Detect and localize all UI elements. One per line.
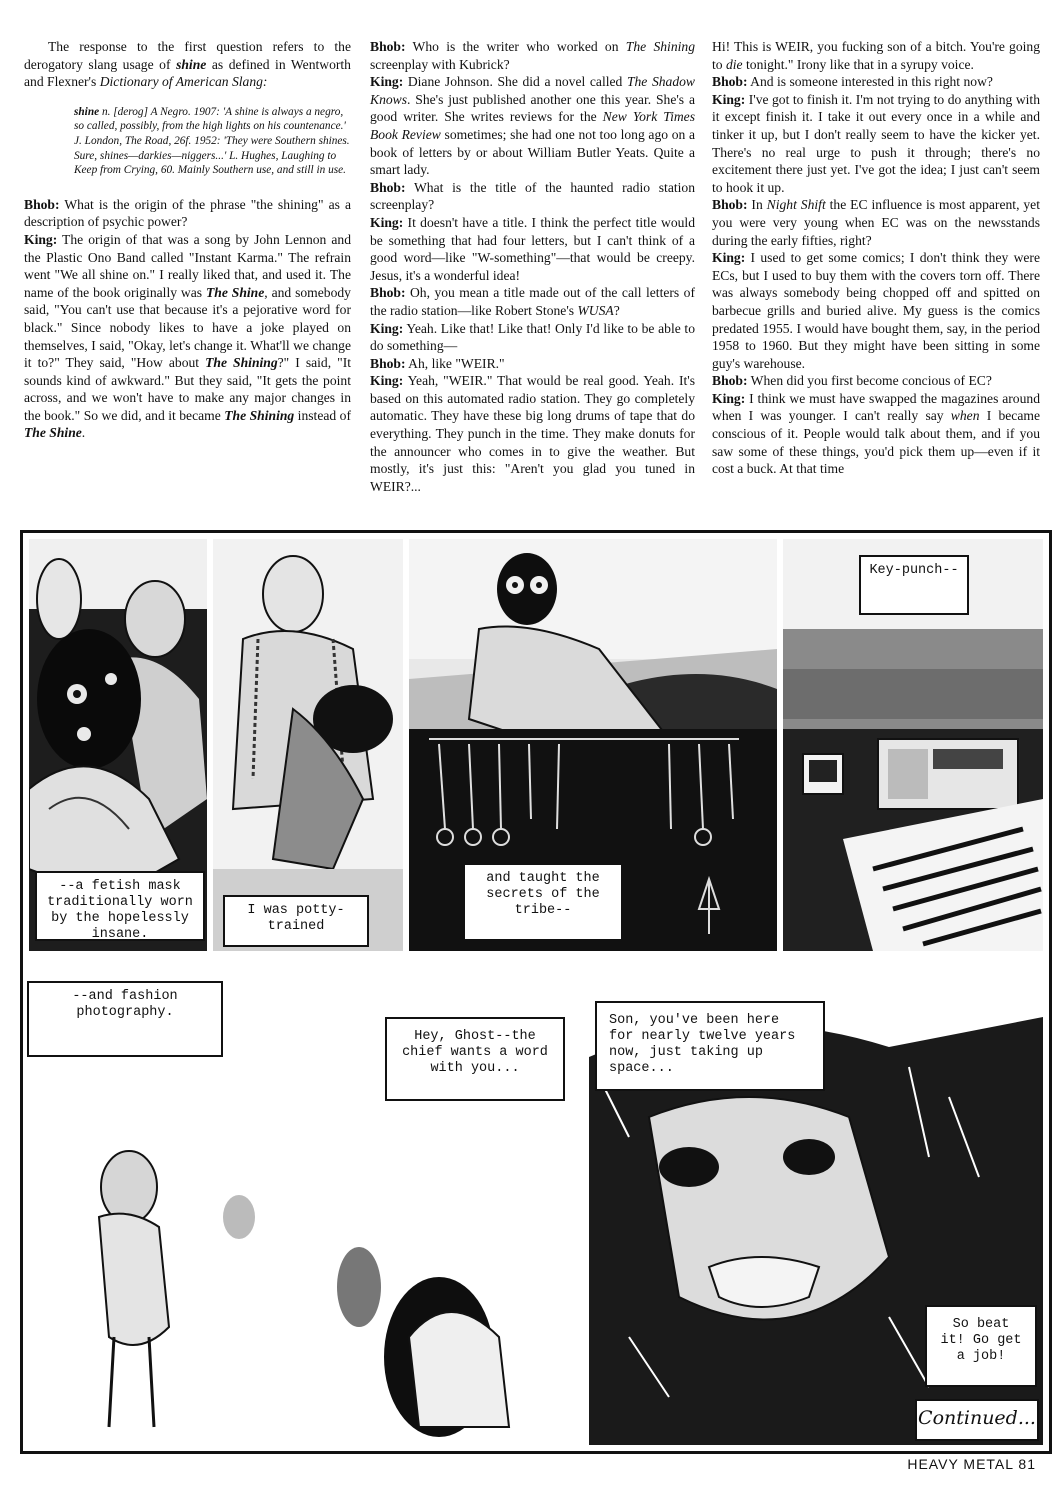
answer-paragraph: King: I used to get some comics; I don't think they were ECs, but I used to buy them with the covers torn off. There was always somebody being chopped off and spitted on barbecue grills and buried alive. My guess is the comics predated 1955. I would have bought them, say, in the period 1958 to 1960. But they might have been sitting in some guy's warehouse. — [712, 250, 1040, 371]
caption-fetish-mask: --a fetish mask traditionally worn by the hopelessly insane. — [35, 871, 205, 941]
article-column-1 — [24, 38, 351, 442]
question-paragraph: Bhob: What is the origin of the phrase "the shining" as a description of psychic power? — [24, 196, 351, 230]
caption-secrets-tribe: and taught the secrets of the tribe-- — [463, 863, 623, 941]
potty-illustration — [213, 539, 403, 951]
panel-potty — [213, 539, 403, 951]
answer-paragraph: King: Yeah, "WEIR." That would be real good. Yeah. It's based on this automated radio station. They go completely automatic. They have these big long drums of tape that do everything. They punch in the time. They make donuts for the announcer who comes in to give the weather. But mostly, it's just this: "Aren't you glad you tuned in WEIR?... — [370, 373, 695, 494]
page-footer: HEAVY METAL 81 — [907, 1456, 1036, 1472]
question-paragraph: Bhob: When did you first become concious of EC? — [712, 373, 992, 389]
comic-page — [20, 530, 1052, 1454]
answer-paragraph: King: The origin of that was a song by John Lennon and the Plastic Ono Band called "Instant Karma." The refrain went "We all shine on." I really liked that, and used it. The name of the book originally was The Shine, and somebody said, "You can't use that because it's a pejorative word for black." Since nobody likes to have a joke played on themselves, I said, "Okay, let's change it. What'll we change it to?" They said, "How about The Shining?" I said, "It sounds kind of awkward." But they said, "It gets the point across, and we won't have to make any major changes in the book." So we did, and it became The Shining instead of The Shine. — [24, 231, 352, 441]
article-column-3 — [712, 38, 1040, 478]
question-paragraph: Bhob: In Night Shift the EC influence is most apparent, yet you were very young when EC was on the newsstands during the early fifties, right? — [712, 197, 1040, 248]
caption-potty-trained: I was potty-trained — [223, 895, 369, 947]
continued-label: Continued... — [915, 1399, 1039, 1441]
caption-fashion-photography: --and fashion photography. — [27, 981, 223, 1057]
dictionary-quote: shine n. [derog] A Negro. 1907: 'A shine is always a negro, so called, possibly, from the high lights on his countenance.' J. London, The Road, 26f. 1952: 'They were Southern shines. Sure, shines—darkies—niggers...' L. Hughes, Laughing to Keep from Crying, 60. Mainly Southern use, and still in use. — [74, 105, 350, 177]
question-paragraph: Bhob: Ah, like "WEIR." — [370, 355, 505, 371]
answer-continuation: Hi! This is WEIR, you fucking son of a bitch. You're going to die tonight." Irony like that in a syrupy voice. — [712, 39, 1040, 72]
answer-paragraph: King: Diane Johnson. She did a novel called The Shadow Knows. She's just published another one this year. She's a good writer. She writes reviews for the New York Times Book Review sometimes; she had one not too long ago on a book of letters by or about William Butler Yeats. Quite a smart lady. — [370, 74, 696, 178]
article-column-2 — [370, 38, 695, 495]
answer-paragraph: King: I think we must have swapped the magazines around when I was younger. I can't really say when I became conscious of it. People would talk about them, and if you saw some of these things, you'd pick them up—even if it cost a buck. At that time — [712, 390, 1040, 477]
answer-paragraph: King: Yeah. Like that! Like that! Only I'd like to be able to do something— — [370, 320, 695, 354]
question-paragraph: Bhob: Oh, you mean a title made out of the call letters of the radio station—like Robert Stone's WUSA? — [370, 285, 695, 318]
question-paragraph: Bhob: And is someone interested in this right now? — [712, 74, 993, 90]
balloon-son: Son, you've been here for nearly twelve years now, just taking up space... — [595, 1001, 825, 1091]
caption-keypunch: Key-punch-- — [859, 555, 969, 615]
balloon-beat-it: So beat it! Go get a job! — [925, 1305, 1037, 1387]
balloon-hey-ghost: Hey, Ghost--the chief wants a word with you... — [385, 1017, 565, 1101]
question-paragraph: Bhob: Who is the writer who worked on The Shining screenplay with Kubrick? — [370, 39, 695, 72]
intro-paragraph: The response to the first question refers to the derogatory slang usage of shine as defined in Wentworth and Flexner's Dictionary of American Slang: — [24, 39, 351, 90]
question-paragraph: Bhob: What is the title of the haunted radio station screenplay? — [370, 179, 695, 213]
answer-paragraph: King: It doesn't have a title. I think the perfect title would be something that had four letters, but I can't think of a good word—like "W-something"—that would be creepy. Jesus, it's a wonderful idea! — [370, 214, 695, 283]
answer-paragraph: King: I've got to finish it. I'm not trying to do anything with it except finish it. I take it out every once in a while and tinker it up, but I don't really seem to have the kicker yet. There's no real urge to push it through; there's no excitement there just yet. I've got the idea; I just can't seem to hook it up. — [712, 91, 1040, 195]
